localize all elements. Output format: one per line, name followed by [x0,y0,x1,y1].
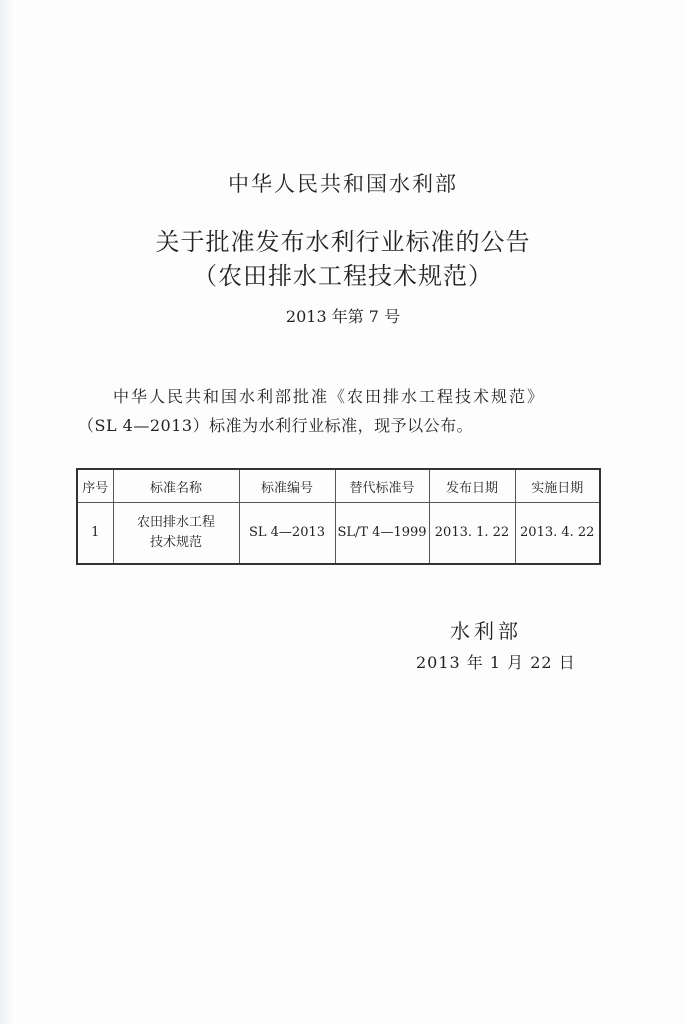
header-standard-name: 标准名称 [113,469,239,503]
standards-table [76,468,601,565]
signer: 水利部 [450,619,522,643]
cell-replaced-standard: SL/T 4—1999 [335,503,429,565]
header-issue-date: 发布日期 [429,469,515,503]
standard-name-line-1: 农田排水工程 [136,515,215,530]
signature-date: 2013 年 1 月 22 日 [416,653,576,672]
header-index: 序号 [77,469,113,503]
page-edge-shadow [0,0,14,1024]
cell-index: 1 [77,503,113,565]
cell-standard-name [113,503,239,565]
table-row [77,503,600,565]
header-standard-code: 标准编号 [239,469,335,503]
announcement-title: 关于批准发布水利行业标准的公告 [155,228,531,256]
issuer-heading: 中华人民共和国水利部 [228,172,458,196]
cell-effective-date: 2013. 4. 22 [515,503,600,565]
body-paragraph-line-2: （SL 4—2013）标准为水利行业标准，现予以公布。 [78,416,474,435]
body-paragraph-line-1: 中华人民共和国水利部批准《农田排水工程技术规范》 [113,387,546,406]
table-header-row [77,469,600,503]
header-effective-date: 实施日期 [515,469,600,503]
header-replaced-standard: 替代标准号 [335,469,429,503]
cell-standard-code: SL 4—2013 [239,503,335,565]
standard-name-line-2: 技术规范 [149,535,202,550]
announcement-subtitle: （农田排水工程技术规范） [193,262,493,290]
cell-issue-date: 2013. 1. 22 [429,503,515,565]
announcement-number: 2013 年第 7 号 [285,307,401,326]
